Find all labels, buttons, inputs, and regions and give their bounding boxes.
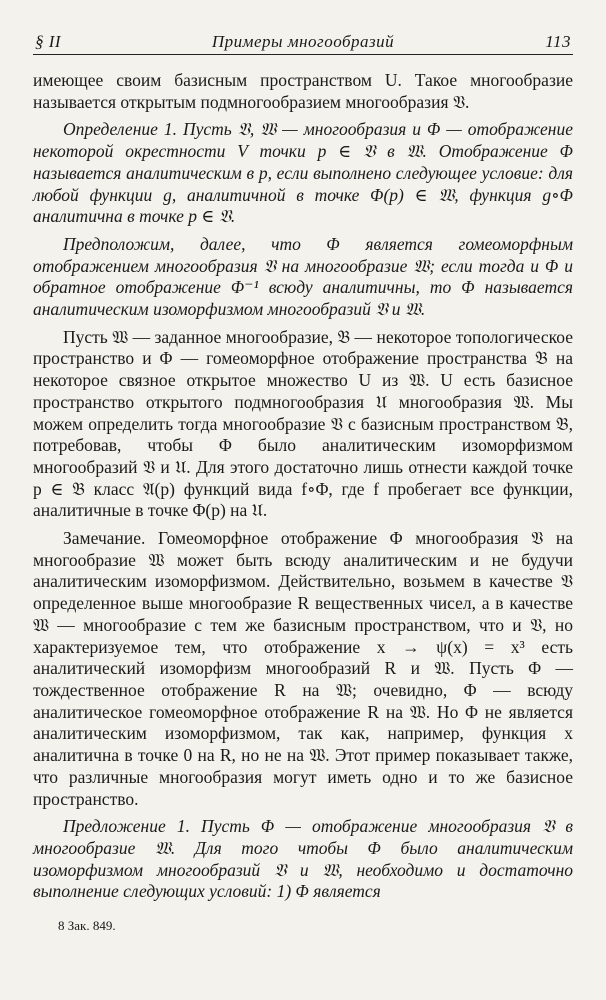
running-header bbox=[33, 30, 573, 55]
paragraph: имеющее своим базисным пространством U. Такое многообразие называется открытым подмногообразием многообразия 𝔙. bbox=[33, 70, 573, 112]
section-number: § II bbox=[35, 32, 62, 51]
printer-mark: 8 Зак. 849. bbox=[58, 918, 116, 933]
page-number: 113 bbox=[545, 32, 571, 51]
chapter-title: Примеры многообразий bbox=[211, 32, 395, 51]
proposition-paragraph: Предложение 1. Пусть Φ — отображение многообразия 𝔙 в многообразие 𝔚. Для того чтобы Φ было аналитическим изоморфизмом многообразий 𝔙 и 𝔚, необходимо и достаточно выполнение следующих условий: 1) Φ является bbox=[33, 816, 573, 902]
page-body bbox=[33, 70, 573, 903]
definition-paragraph: Определение 1. Пусть 𝔙, 𝔚 — многообразия и Φ — отображение некоторой окрестности V точки p ∈ 𝔙 в 𝔚. Отображение Φ называется аналитическим в p, если выполнено следующее условие: для любой функции g, аналитичной в точке Φ(p) ∈ 𝔚, функция g∘Φ аналитична в точке p ∈ 𝔙. bbox=[33, 119, 573, 227]
remark-paragraph: Замечание. Гомеоморфное отображение Φ многообразия 𝔙 на многообразие 𝔚 может быть всюду аналитическим и не будучи аналитическим изоморфизмом. Действительно, возьмем в качестве 𝔙 определенное выше многообразие R вещественных чисел, а в качестве 𝔚 — многообразие с тем же базисным пространством, что и 𝔙, но характеризуемое тем, что отображение x → ψ(x) = x³ есть аналитический изоморфизм многообразий R и 𝔚. Пусть Φ — тождественное отображение R на 𝔚; очевидно, Φ — всюду аналитическое гомеоморфное отображение R на 𝔚. Но Φ не является аналитическим изоморфизмом, так как, например, функция x аналитична в точке 0 на R, но не на 𝔚. Этот пример показывает также, что различные многообразия могут иметь одно и то же базисное пространство. bbox=[33, 528, 573, 809]
definition-continuation: Предположим, далее, что Φ является гомеоморфным отображением многообразия 𝔙 на многообразие 𝔚; если тогда и Φ и обратное отображение Φ⁻¹ всюду аналитичны, то Φ называется аналитическим изоморфизмом многообразий 𝔙 и 𝔚. bbox=[33, 233, 573, 320]
paragraph: Пусть 𝔚 — заданное многообразие, 𝔅 — некоторое топологическое пространство и Φ — гомеоморфное отображение пространства 𝔅 на некоторое связное открытое множество U из 𝔚. U есть базисное пространство открытого подмногообразия 𝔘 многообразия 𝔚. Мы можем определить тогда многообразие 𝔙 с базисным пространством 𝔅, потребовав, чтобы Φ было аналитическим изоморфизмом многообразий 𝔙 и 𝔘. Для этого достаточно лишь отнести каждой точке p ∈ 𝔅 класс 𝔄(p) функций вида f∘Φ, где f пробегает все функции, аналитичные в точке Φ(p) на 𝔘. bbox=[33, 326, 573, 521]
